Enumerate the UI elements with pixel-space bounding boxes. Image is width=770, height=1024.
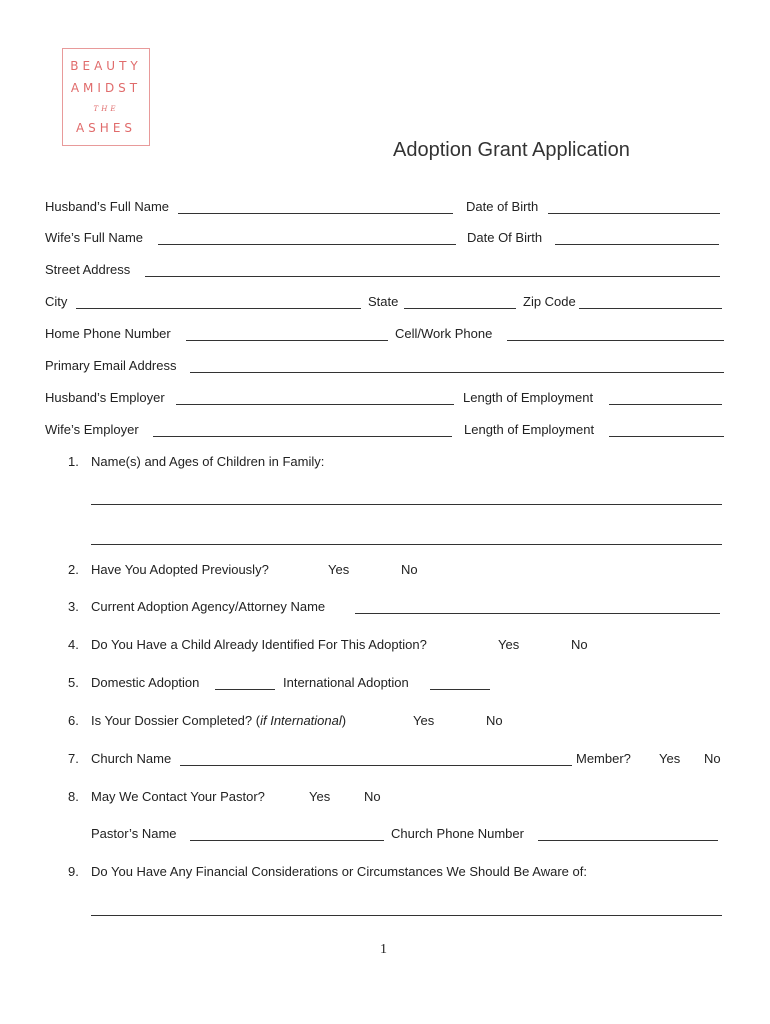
q2-no-option[interactable]: No bbox=[401, 562, 418, 577]
q2-yes-option[interactable]: Yes bbox=[328, 562, 350, 577]
logo-line-3: THE bbox=[93, 105, 119, 113]
q4-no-option[interactable]: No bbox=[571, 637, 588, 652]
pastor-name-label: Pastor’s Name bbox=[91, 826, 177, 841]
children-field-1[interactable] bbox=[91, 504, 722, 505]
q8-no-option[interactable]: No bbox=[364, 789, 381, 804]
q6-yes-option[interactable]: Yes bbox=[413, 713, 435, 728]
city-label: City bbox=[45, 294, 68, 309]
husband-name-field[interactable] bbox=[178, 213, 453, 214]
q5-domestic-label: Domestic Adoption bbox=[91, 675, 200, 690]
financial-field[interactable] bbox=[91, 915, 722, 916]
wife-name-label: Wife’s Full Name bbox=[45, 230, 144, 245]
email-label: Primary Email Address bbox=[45, 358, 177, 373]
church-phone-field[interactable] bbox=[538, 840, 718, 841]
q1-number: 1. bbox=[68, 454, 79, 469]
street-field[interactable] bbox=[145, 276, 720, 277]
wife-dob-label: Date Of Birth bbox=[467, 230, 543, 245]
page-number: 1 bbox=[380, 942, 387, 957]
church-phone-label: Church Phone Number bbox=[391, 826, 524, 841]
page-title: Adoption Grant Application bbox=[393, 139, 630, 161]
q1-label: Name(s) and Ages of Children in Family: bbox=[91, 454, 325, 469]
church-name-field[interactable] bbox=[180, 765, 572, 766]
city-field[interactable] bbox=[76, 308, 361, 309]
q6-label-italic: if International bbox=[260, 713, 342, 728]
husband-dob-label: Date of Birth bbox=[466, 199, 539, 214]
q7-number: 7. bbox=[68, 751, 79, 766]
q6-label-post: ) bbox=[341, 713, 347, 728]
q4-yes-option[interactable]: Yes bbox=[498, 637, 520, 652]
email-field[interactable] bbox=[190, 372, 724, 373]
q7-label: Church Name bbox=[91, 751, 172, 766]
wife-name-field[interactable] bbox=[158, 244, 456, 245]
international-field[interactable] bbox=[430, 689, 490, 690]
wife-employer-label: Wife’s Employer bbox=[45, 422, 139, 437]
q8-label: May We Contact Your Pastor? bbox=[91, 789, 265, 804]
q6-label-pre: Is Your Dossier Completed? ( bbox=[91, 713, 261, 728]
q8-number: 8. bbox=[68, 789, 79, 804]
q4-label: Do You Have a Child Already Identified For This Adoption? bbox=[91, 637, 427, 652]
q7-no-option[interactable]: No bbox=[704, 751, 721, 766]
zip-label: Zip Code bbox=[523, 294, 576, 309]
children-field-2[interactable] bbox=[91, 544, 722, 545]
q6-no-option[interactable]: No bbox=[486, 713, 503, 728]
home-phone-label: Home Phone Number bbox=[45, 326, 171, 341]
cell-phone-field[interactable] bbox=[507, 340, 724, 341]
home-phone-field[interactable] bbox=[186, 340, 388, 341]
q6-number: 6. bbox=[68, 713, 79, 728]
logo-line-1: BEAUTY bbox=[70, 59, 142, 73]
logo-line-2: AMIDST bbox=[70, 81, 142, 95]
q9-label: Do You Have Any Financial Considerations or Circumstances We Should Be Aware of: bbox=[91, 864, 587, 879]
q5-number: 5. bbox=[68, 675, 79, 690]
husband-employer-field[interactable] bbox=[176, 404, 454, 405]
agency-field[interactable] bbox=[355, 613, 720, 614]
wife-length-label: Length of Employment bbox=[464, 422, 595, 437]
husband-name-label: Husband’s Full Name bbox=[45, 199, 170, 214]
q6-label bbox=[91, 713, 346, 728]
q8-yes-option[interactable]: Yes bbox=[309, 789, 331, 804]
q4-number: 4. bbox=[68, 637, 79, 652]
pastor-name-field[interactable] bbox=[190, 840, 384, 841]
state-label: State bbox=[368, 294, 399, 309]
state-field[interactable] bbox=[404, 308, 516, 309]
brand-logo bbox=[62, 48, 150, 146]
q2-number: 2. bbox=[68, 562, 79, 577]
domestic-field[interactable] bbox=[215, 689, 275, 690]
q7-member-label: Member? bbox=[576, 751, 631, 766]
q7-yes-option[interactable]: Yes bbox=[659, 751, 681, 766]
zip-field[interactable] bbox=[579, 308, 722, 309]
q9-number: 9. bbox=[68, 864, 79, 879]
husband-length-label: Length of Employment bbox=[463, 390, 594, 405]
husband-employer-label: Husband’s Employer bbox=[45, 390, 165, 405]
wife-length-field[interactable] bbox=[609, 436, 724, 437]
wife-employer-field[interactable] bbox=[153, 436, 452, 437]
q3-label: Current Adoption Agency/Attorney Name bbox=[91, 599, 326, 614]
street-label: Street Address bbox=[45, 262, 131, 277]
husband-dob-field[interactable] bbox=[548, 213, 720, 214]
q2-label: Have You Adopted Previously? bbox=[91, 562, 269, 577]
q5-international-label: International Adoption bbox=[283, 675, 409, 690]
cell-phone-label: Cell/Work Phone bbox=[395, 326, 493, 341]
q3-number: 3. bbox=[68, 599, 79, 614]
husband-length-field[interactable] bbox=[609, 404, 722, 405]
logo-line-4: ASHES bbox=[75, 121, 137, 135]
wife-dob-field[interactable] bbox=[555, 244, 719, 245]
